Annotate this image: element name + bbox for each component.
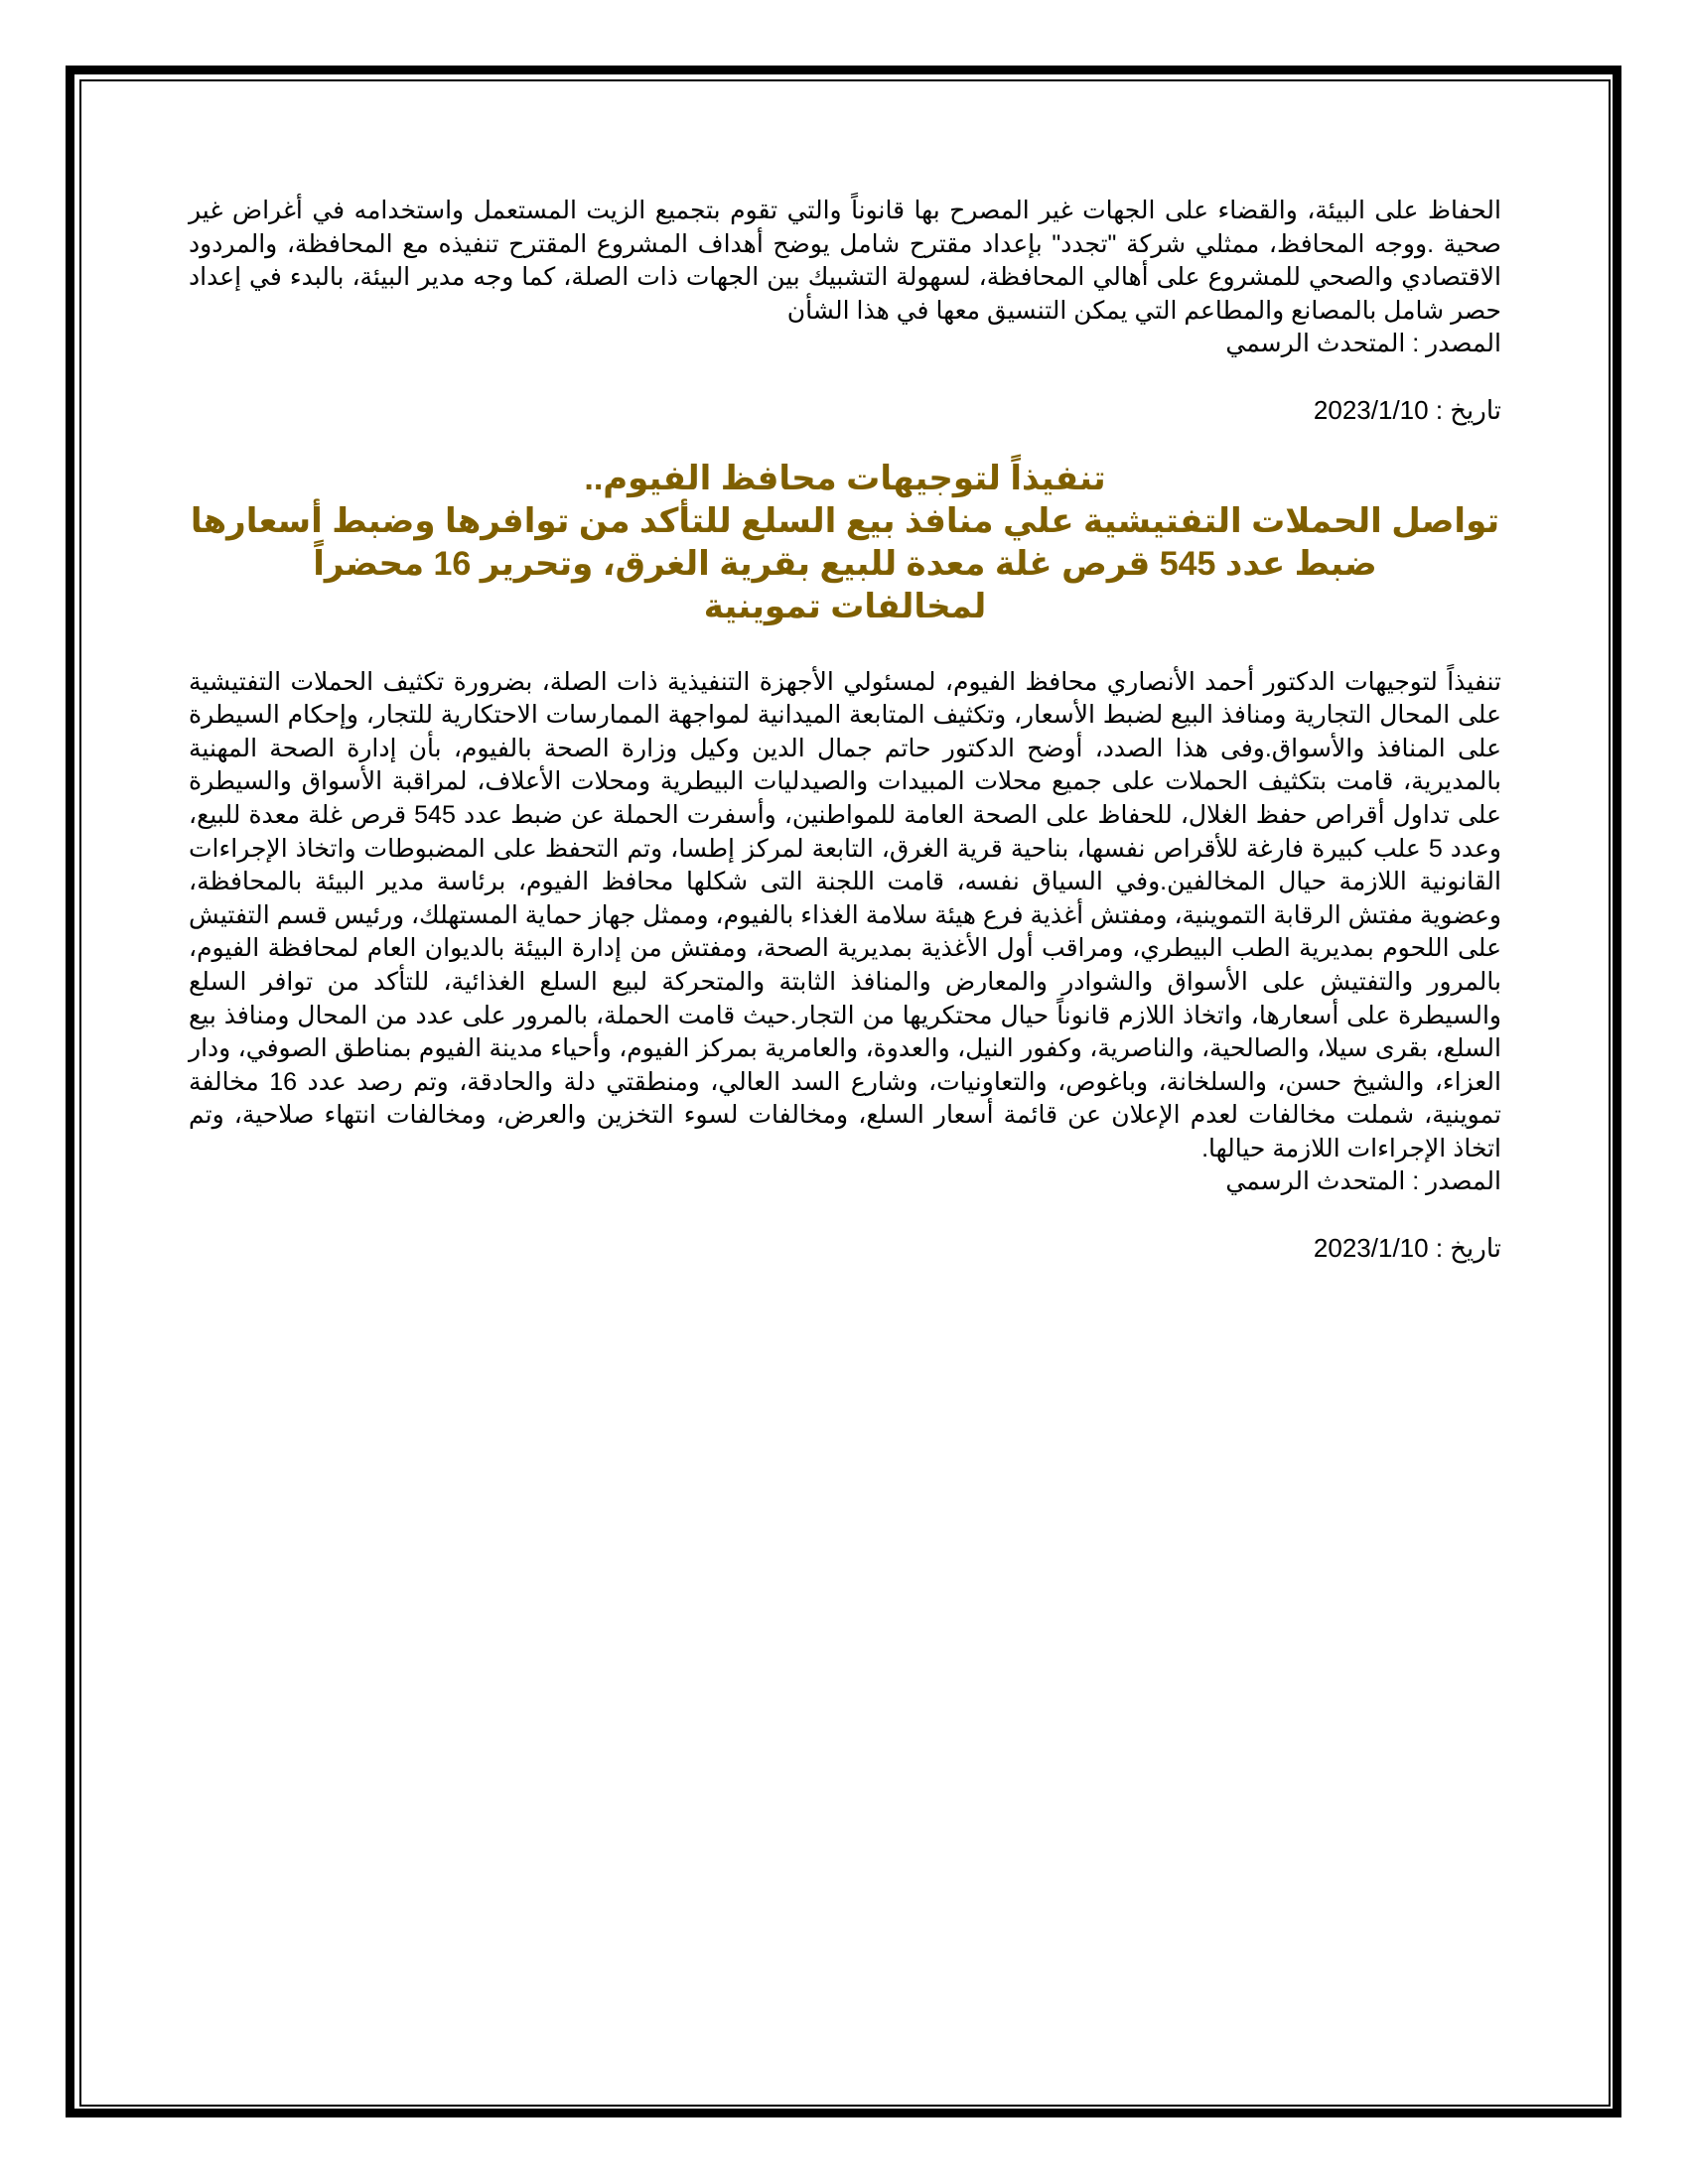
headline-line: تنفيذاً لتوجيهات محافظ الفيوم..: [584, 459, 1106, 497]
headline-line: تواصل الحملات التفتيشية علي منافذ بيع السلع للتأكد من توافرها وضبط أسعارها: [190, 501, 1500, 540]
document-content: [189, 195, 1501, 1266]
article-body: تنفيذاً لتوجيهات الدكتور أحمد الأنصاري محافظ الفيوم، لمسئولي الأجهزة التنفيذية ذات الصلة، بضرورة تكثيف الحملات التفتيشية على المحال التجارية ومنافذ البيع لضبط الأسعار، وتكثيف المتابعة الميدانية لمواجهة الممارسات الاحتكارية للتجار، وإحكام السيطرة على المنافذ والأسواق.وفى هذا الصدد، أوضح الدكتور حاتم جمال الدين وكيل وزارة الصحة بالفيوم، بأن إدارة الصحة المهنية بالمديرية، قامت بتكثيف الحملات على جميع محلات المبيدات والصيدليات البيطرية ومحلات الأعلاف، لمراقبة الأسواق والسيطرة على تداول أقراص حفظ الغلال، للحفاظ على الصحة العامة للمواطنين، وأسفرت الحملة عن ضبط عدد 545 قرص غلة معدة للبيع، وعدد 5 علب كبيرة فارغة للأقراص نفسها، بناحية قرية الغرق، التابعة لمركز إطسا، وتم التحفظ على المضبوطات واتخاذ الإجراءات القانونية اللازمة حيال المخالفين.وفي السياق نفسه، قامت اللجنة التى شكلها محافظ الفيوم، برئاسة مدير البيئة بالمحافظة، وعضوية مفتش الرقابة التموينية، ومفتش أغذية فرع هيئة سلامة الغذاء بالفيوم، وممثل جهاز حماية المستهلك، ورئيس قسم التفتيش على اللحوم بمديرية الطب البيطري، ومراقب أول الأغذية بمديرية الصحة، ومفتش من إدارة البيئة بالديوان العام لمحافظة الفيوم، بالمرور والتفتيش على الأسواق والشوادر والمعارض والمنافذ الثابتة والمتحركة لبيع السلع الغذائية، للتأكد من توافر السلع والسيطرة على أسعارها، واتخاذ اللازم قانوناً حيال محتكريها من التجار.حيث قامت الحملة، بالمرور على عدد من المحال ومنافذ بيع السلع، بقرى سيلا، والصالحية، والناصرية، وكفور النيل، والعدوة، والعامرية بمركز الفيوم، وأحياء مدينة الفيوم بمناطق الصوفي، ودار العزاء، والشيخ حسن، والسلخانة، وباغوص، والتعاونيات، وشارع السد العالي، ومنطقتي دلة والحادقة، وتم رصد عدد 16 مخالفة تموينية، شملت مخالفات لعدم الإعلان عن قائمة أسعار السلع، ومخالفات لسوء التخزين والعرض، ومخالفات انتهاء صلاحية، وتم اتخاذ الإجراءات اللازمة حيالها.: [189, 667, 1501, 1162]
article-source: المصدر : المتحدث الرسمي: [1225, 330, 1501, 358]
article-body: الحفاظ على البيئة، والقضاء على الجهات غير المصرح بها قانوناً والتي تقوم بتجميع الزيت المستعمل واستخدامه في أغراض غير صحية .ووجه المحافظ، ممثلي شركة "تجدد" بإعداد مقترح شامل يوضح أهداف المشروع المقترح تنفيذه مع المحافظة، والمردود الاقتصادي والصحي للمشروع على أهالي المحافظة، لسهولة التشبيك بين الجهات ذات الصلة، كما وجه مدير البيئة، بالبدء في إعداد حصر شامل بالمصانع والمطاعم التي يمكن التنسيق معها في هذا الشأن: [189, 197, 1501, 325]
article-source: المصدر : المتحدث الرسمي: [1225, 1167, 1501, 1196]
article-headline: [189, 458, 1501, 628]
headline-line: ضبط عدد 545 قرص غلة معدة للبيع بقرية الغرق، وتحرير 16 محضراً: [313, 544, 1377, 583]
article-date: تاريخ : 2023/1/10: [1313, 394, 1501, 425]
article-continued: [189, 195, 1501, 428]
article-inspection-campaigns: [189, 458, 1501, 1266]
headline-line: لمخالفات تموينية: [703, 587, 987, 625]
article-date: تاريخ : 2023/1/10: [1313, 1233, 1501, 1264]
